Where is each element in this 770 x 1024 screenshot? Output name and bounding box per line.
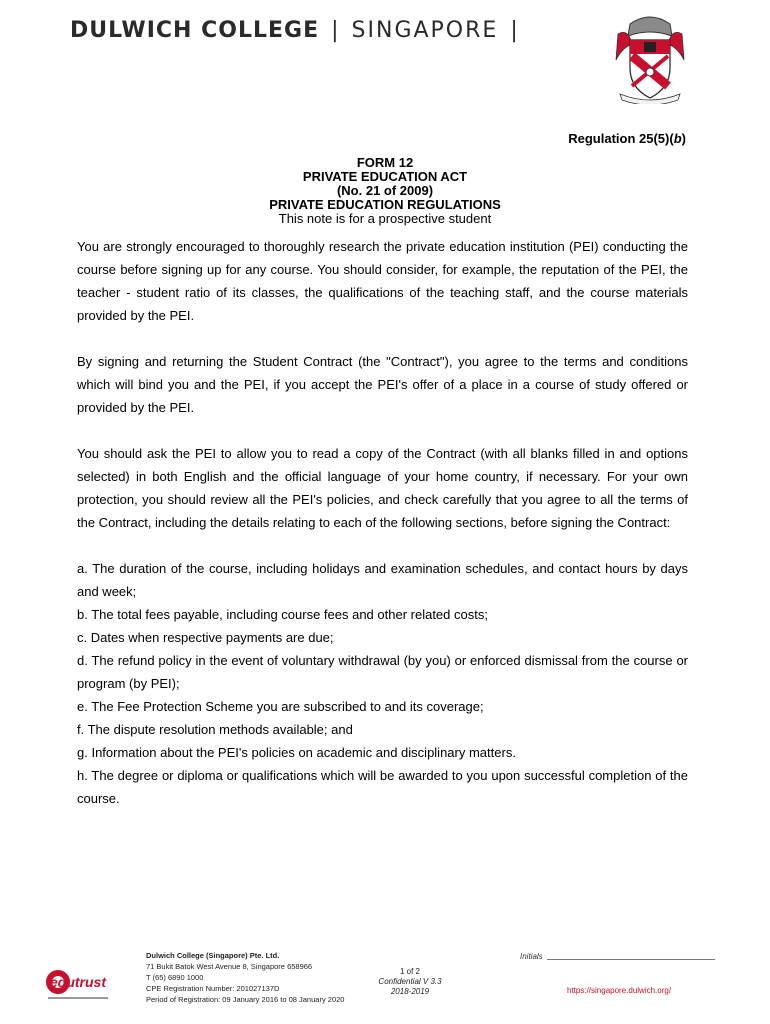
edutrust-logo [44,964,114,1004]
list-item: a. The duration of the course, including holidays and examination schedules, and contact hours by days and week; [77,561,688,599]
regulation-reference: Regulation 25(5)(b) [568,131,686,146]
form-number: FORM 12 [356,155,414,170]
list-item: e. The Fee Protection Scheme you are subscribed to and its coverage; [77,699,484,714]
college-crest-icon [612,14,688,104]
brand-bold: DULWICH COLLEGE [70,18,320,43]
regulations-title: PRIVATE EDUCATION REGULATIONS [269,197,501,212]
list-item: b. The total fees payable, including course fees and other related costs; [77,607,488,622]
list-item: f. The dispute resolution methods available; and [77,722,353,737]
college-wordmark [70,18,523,48]
initials-field [520,952,715,961]
website-link[interactable]: https://singapore.dulwich.org/ [567,986,672,995]
form-note: This note is for a prospective student [278,211,492,226]
contract-sections-list [77,557,688,810]
list-item: g. Information about the PEI's policies on academic and disciplinary matters. [77,745,516,760]
page-number: 1 of 2 [399,967,420,976]
address-line: Period of Registration: 09 January 2016 to 08 January 2020 [146,995,345,1004]
act-number: (No. 21 of 2009) [336,183,434,198]
year-label: 2018-2019 [390,987,430,996]
paragraph: You should ask the PEI to allow you to read a copy of the Contract (with all blanks filled in and options selected) in both English and the official language of your home country, if necessary. For your own protection, you should review all the PEI's policies, and check carefully that you agree to all the terms of the Contract, including the details relating to each of the following sections, before signing the Contract: [77,446,688,530]
footer-address [146,950,344,1005]
list-item: h. The degree or diploma or qualifications which will be awarded to you upon successful completion of the course. [77,768,688,806]
initials-label: Initials [520,952,543,961]
version-label: Confidential V 3.3 [378,977,442,986]
edutrust-logo-text: edutrust [50,974,106,990]
brand-light: SINGAPORE [351,18,499,43]
document-body [77,235,688,810]
address-line: CPE Registration Number: 201027137D [146,984,280,993]
brand-separator: | [331,18,340,43]
footer-page-info [360,967,460,997]
paragraph: You are strongly encouraged to thoroughly research the private education institution (PEI) conducting the course before signing up for any course. You should consider, for example, the reputation of the PEI, the teacher - student ratio of its classes, the qualifications of the teaching staff, and the course materials provided by the PEI. [77,239,688,323]
act-title: PRIVATE EDUCATION ACT [302,169,468,184]
initials-line [547,959,715,960]
list-item: c. Dates when respective payments are due; [77,630,334,645]
list-item: d. The refund policy in the event of voluntary withdrawal (by you) or enforced dismissal from the course or program (by PEI); [77,653,688,691]
address-line: Dulwich College (Singapore) Pte. Ltd. [146,951,280,960]
brand-trailing-separator: | [510,18,519,43]
paragraph: By signing and returning the Student Contract (the "Contract"), you agree to the terms and conditions which will bind you and the PEI, if you accept the PEI's offer of a place in a course of study offered or provided by the PEI. [77,354,688,415]
address-line: T (65) 6890 1000 [146,973,204,982]
address-line: 71 Bukit Batok West Avenue 8, Singapore 658966 [146,962,313,971]
form-heading [0,156,770,226]
